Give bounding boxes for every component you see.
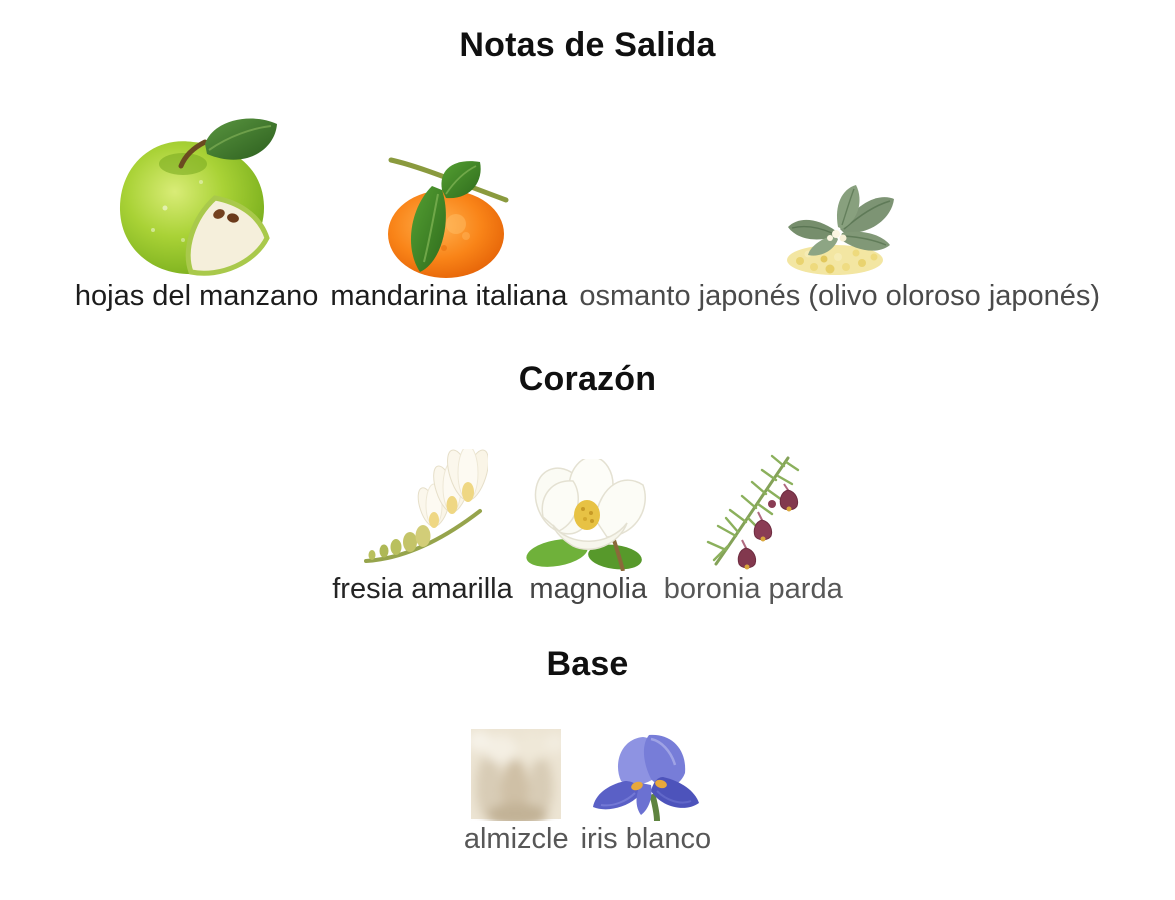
note-osmanto-japones[interactable] <box>579 181 1100 314</box>
note-hojas-del-manzano[interactable] <box>75 112 318 314</box>
section-title-top: Notas de Salida <box>459 26 716 64</box>
freesia-icon <box>358 449 488 571</box>
note-label[interactable]: hojas del manzano <box>74 280 319 312</box>
heart-notes-row <box>0 444 1175 607</box>
note-magnolia[interactable] <box>525 459 652 607</box>
iris-icon <box>591 729 701 821</box>
mandarin-icon <box>386 156 511 278</box>
note-label[interactable]: osmanto japonés (olivo oloroso japonés) <box>579 280 1101 312</box>
note-label[interactable]: mandarina italiana <box>330 280 568 312</box>
note-label[interactable]: iris blanco <box>580 823 712 855</box>
note-boronia-parda[interactable] <box>664 444 843 607</box>
section-base-notes <box>0 643 1175 857</box>
section-heart-notes <box>0 358 1175 607</box>
section-title-base: Base <box>546 645 629 683</box>
base-notes-row <box>0 729 1175 857</box>
osmanthus-icon <box>780 181 900 278</box>
note-label[interactable]: fresia amarilla <box>332 573 513 605</box>
note-iris-blanco[interactable] <box>581 729 712 857</box>
note-mandarina-italiana[interactable] <box>330 156 567 314</box>
note-label[interactable]: almizcle <box>463 823 569 855</box>
note-fresia-amarilla[interactable] <box>332 449 513 607</box>
apple-icon <box>113 112 281 278</box>
section-title-heart: Corazón <box>518 360 657 398</box>
note-almizcle[interactable] <box>464 729 569 857</box>
top-notes-row <box>0 112 1175 314</box>
note-label[interactable]: boronia parda <box>663 573 843 605</box>
note-label[interactable]: magnolia <box>529 573 648 605</box>
musk-icon <box>471 729 561 821</box>
boronia-icon <box>700 444 807 571</box>
fragrance-notes-pyramid <box>0 24 1175 900</box>
magnolia-icon <box>525 459 652 571</box>
section-top-notes <box>0 24 1175 314</box>
